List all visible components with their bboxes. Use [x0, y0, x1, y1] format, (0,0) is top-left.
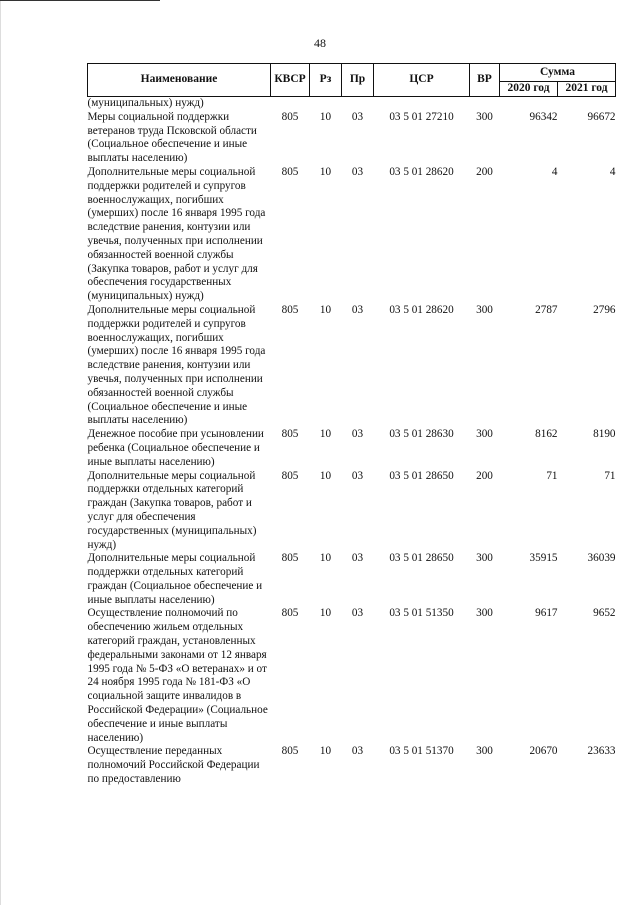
row-amount-2021: 2796 — [593, 303, 616, 316]
row-amount-2020: 8162 — [535, 428, 558, 441]
row-amount-2021: 9652 — [593, 607, 616, 620]
row-pr: 03 — [351, 110, 364, 123]
header-rz: Рз — [310, 64, 342, 97]
row-pr: 03 — [351, 303, 364, 316]
row-vr: 300 — [476, 745, 493, 758]
continuation-row — [88, 97, 616, 111]
row-amount-2020: 2787 — [535, 303, 558, 316]
header-vr: ВР — [470, 64, 500, 97]
row-pr: 03 — [351, 469, 364, 482]
row-kvsr: 805 — [281, 745, 299, 758]
row-csr: 03 5 01 28620 — [389, 303, 454, 316]
header-name: Наименование — [88, 64, 271, 97]
row-amount-2020: 20670 — [529, 745, 558, 758]
row-vr: 200 — [476, 469, 493, 482]
row-vr: 300 — [476, 110, 493, 123]
table-row — [88, 470, 616, 553]
table-row — [88, 607, 616, 745]
row-kvsr: 805 — [281, 165, 299, 178]
row-pr: 03 — [351, 745, 364, 758]
row-kvsr: 805 — [281, 607, 299, 620]
row-kvsr: 805 — [281, 303, 299, 316]
header-2021: 2021 год — [558, 82, 616, 97]
row-rz: 10 — [319, 110, 332, 123]
row-kvsr: 805 — [281, 110, 299, 123]
table-row — [88, 111, 616, 166]
header-kvsr: КВСР — [271, 64, 310, 97]
row-amount-2020: 96342 — [529, 110, 558, 123]
row-amount-2020: 4 — [551, 165, 558, 178]
table-row — [88, 552, 616, 607]
row-name: Денежное пособие при усыновлении ребенка (Социальное обеспечение и иные выплаты населению) — [87, 428, 264, 468]
table-row — [88, 166, 616, 304]
row-vr: 300 — [476, 428, 493, 441]
row-name: Осуществление полномочий по обеспечению жильем отдельных категорий граждан, установленных федеральными законами от 12 января 1995 года № 5-ФЗ «О ветеранах» и от 24 ноября 1995 года № 181-ФЗ «О социальной защите инвалидов в Российской Федерации» (Социальное обеспечение и иные выплаты населению) — [87, 607, 268, 744]
row-rz: 10 — [319, 552, 332, 565]
header-csr: ЦСР — [374, 64, 470, 97]
row-amount-2020: 35915 — [529, 552, 558, 565]
header-pr: Пр — [342, 64, 374, 97]
row-csr: 03 5 01 28620 — [389, 165, 454, 178]
row-name: Дополнительные меры социальной поддержки родителей и супругов военнослужащих, погибших (умерших) после 16 января 1995 года вследствие ранения, контузии или увечья, полученных при исполнении обязанностей военной службы (Социальное обеспечение и иные выплаты населению) — [87, 303, 266, 427]
row-csr: 03 5 01 28630 — [389, 428, 454, 441]
scan-edge-line — [0, 0, 1, 905]
table-row — [88, 428, 616, 469]
row-rz: 10 — [319, 165, 332, 178]
row-pr: 03 — [351, 607, 364, 620]
row-name: Дополнительные меры социальной поддержки родителей и супругов военнослужащих, погибших (умерших) после 16 января 1995 года вследствие ранения, контузии или увечья, полученных при исполнении обязанностей военной службы (Закупка товаров, работ и услуг для обеспечения государственных (муниципальных) нужд) — [87, 165, 266, 303]
row-vr: 300 — [476, 552, 493, 565]
row-amount-2020: 71 — [546, 469, 558, 482]
row-amount-2021: 4 — [609, 165, 616, 178]
row-vr: 300 — [476, 303, 493, 316]
row-name: Осуществление переданных полномочий Российской Федерации по предоставлению — [87, 745, 260, 786]
row-amount-2021: 8190 — [593, 428, 616, 441]
row-rz: 10 — [319, 303, 332, 316]
row-amount-2021: 36039 — [587, 552, 616, 565]
row-kvsr: 805 — [281, 469, 299, 482]
row-rz: 10 — [319, 428, 332, 441]
row-csr: 03 5 01 27210 — [389, 110, 454, 123]
row-amount-2020: 9617 — [535, 607, 558, 620]
row-name: Дополнительные меры социальной поддержки отдельных категорий граждан (Социальное обеспечение и иные выплаты населению) — [87, 552, 263, 606]
table-row — [88, 745, 616, 786]
row-csr: 03 5 01 51350 — [389, 607, 454, 620]
page-number: 48 — [314, 36, 326, 50]
row-rz: 10 — [319, 607, 332, 620]
continuation-text: (муниципальных) нужд) — [87, 97, 204, 109]
header-2020: 2020 год — [500, 82, 558, 97]
row-amount-2021: 71 — [604, 469, 616, 482]
row-pr: 03 — [351, 165, 364, 178]
row-amount-2021: 23633 — [587, 745, 616, 758]
table-row — [88, 304, 616, 428]
row-csr: 03 5 01 51370 — [389, 745, 454, 758]
row-vr: 300 — [476, 607, 493, 620]
row-kvsr: 805 — [281, 552, 299, 565]
row-csr: 03 5 01 28650 — [389, 469, 454, 482]
row-rz: 10 — [319, 745, 332, 758]
table-body — [88, 97, 616, 787]
scan-corner-mark — [0, 0, 160, 1]
row-csr: 03 5 01 28650 — [389, 552, 454, 565]
row-kvsr: 805 — [281, 428, 299, 441]
row-rz: 10 — [319, 469, 332, 482]
row-pr: 03 — [351, 552, 364, 565]
row-amount-2021: 96672 — [587, 110, 616, 123]
budget-table — [87, 63, 616, 787]
row-pr: 03 — [351, 428, 364, 441]
row-vr: 200 — [476, 165, 493, 178]
row-name: Дополнительные меры социальной поддержки отдельных категорий граждан (Закупка товаров, работ и услуг для обеспечения государственных (муниципальных) нужд) — [87, 469, 257, 551]
header-sum: Сумма — [500, 64, 616, 82]
row-name: Меры социальной поддержки ветеранов труда Псковской области (Социальное обеспечение и иные выплаты населению) — [87, 110, 257, 165]
